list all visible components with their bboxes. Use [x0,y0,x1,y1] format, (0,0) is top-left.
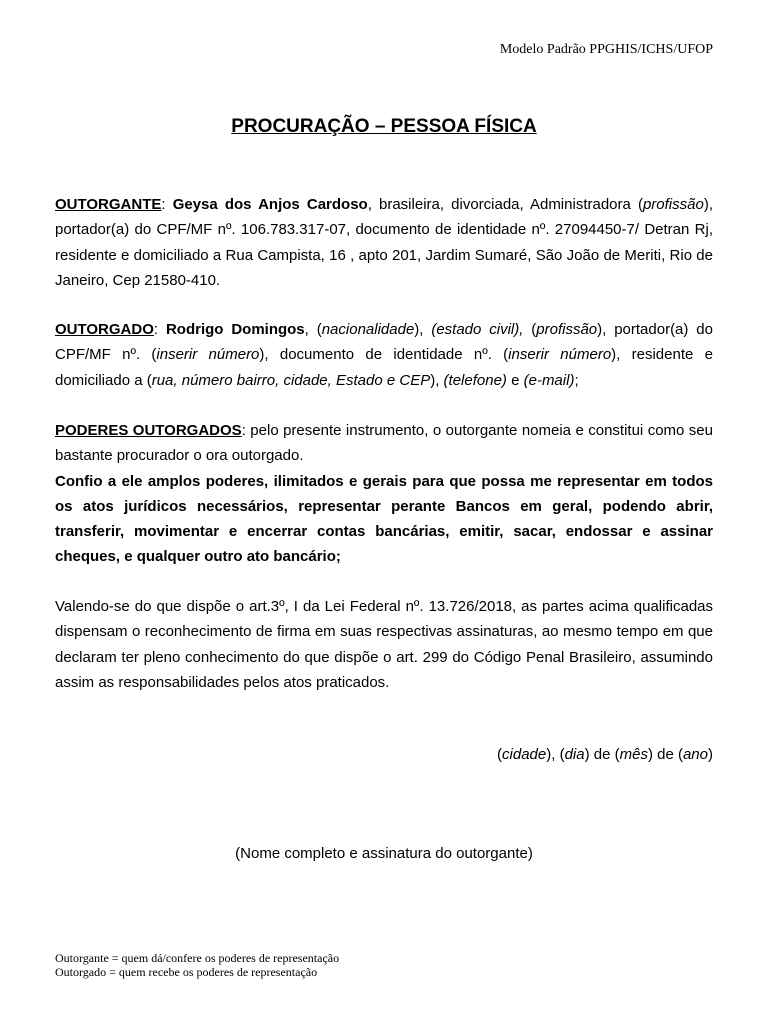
italic-segment: profissão [642,196,704,213]
header-note: Modelo Padrão PPGHIS/ICHS/UFOP [499,42,713,57]
footnotes [55,951,339,979]
outorgante-name: Geysa dos Anjos Cardoso [172,196,368,213]
text-segment: ), ( [546,746,565,763]
italic-segment: profissão [536,321,598,338]
outorgado-label: OUTORGADO [55,321,154,338]
text-segment: , ( [304,321,322,338]
text-segment: ), [414,321,432,338]
outorgado-paragraph [55,317,713,393]
date-line [497,746,713,763]
poderes-text: pelo presente instrumento, o outorgante nomeia e constitui como seu bastante procurador o ora outorgado. [55,422,713,465]
italic-segment: (estado civil), [431,321,524,338]
text-segment: ), portador(a) do CPF/MF nº. 106.783.317-07, documento de identidade nº. 27094450-7/ Detran Rj, residente e domiciliado a Rua Campista, 16 , apto 201, Jardim Sumaré, São João de Meriti, Rio de Janeiro, Cep 21580-410. [55,196,713,289]
text-segment: ( [497,746,503,763]
separator: : [153,321,166,338]
text-segment: , brasileira, divorciada, Administradora ( [367,196,643,213]
separator: : [161,196,173,213]
text-segment: ) [708,746,713,763]
cidade-placeholder: cidade [502,746,547,763]
footnote-outorgado: Outorgado = quem recebe os poderes de representação [55,965,318,979]
footnote-outorgante: Outorgante = quem dá/confere os poderes de representação [55,951,340,965]
text-segment: ) de ( [647,746,683,763]
italic-segment: nacionalidade [321,321,415,338]
outorgante-label: OUTORGANTE [55,196,162,213]
dia-placeholder: dia [564,746,585,763]
poderes-label: PODERES OUTORGADOS [55,422,242,439]
document-title: PROCURAÇÃO – PESSOA FÍSICA [231,116,537,137]
text-segment: ), residente e domiciliado a ( [55,346,713,389]
mes-placeholder: mês [619,746,648,763]
poderes-bold-text: Confio a ele amplos poderes, ilimitados e gerais para que possa me representar em todos os atos jurídicos necessários, representar perante Bancos em geral, podendo abrir, transferir, movimentar e encerrar contas bancárias, emitir, sacar, endossar e assinar cheques, e qualquer outro ato bancário; [55,472,713,566]
italic-segment: (telefone) [443,371,507,389]
italic-segment: inserir número [508,346,612,364]
separator: : [241,422,251,439]
ano-placeholder: ano [682,746,708,763]
text-segment: ( [523,321,537,338]
italic-segment: rua, número bairro, cidade, Estado e CEP [151,371,431,389]
text-segment: ; [574,371,579,389]
valendo-paragraph: Valendo-se do que dispõe o art.3º, I da Lei Federal nº. 13.726/2018, as partes acima qualificadas dispensam o reconhecimento de firma em suas respectivas assinaturas, ao mesmo tempo em que declaram ter pleno conhecimento do que dispõe o art. 299 do Código Penal Brasileiro, assumindo assim as responsabilidades pelos atos praticados. [55,598,713,691]
text-segment: ), documento de identidade nº. ( [259,346,509,364]
outorgado-name: Rodrigo Domingos [165,321,305,338]
poderes-paragraph [55,418,713,570]
signature-line: (Nome completo e assinatura do outorgante) [235,845,533,862]
outorgante-paragraph [55,192,713,293]
italic-segment: (e-mail) [523,371,575,389]
text-segment: ) de ( [584,746,620,763]
text-segment: ), portador(a) do CPF/MF nº. ( [55,321,713,364]
italic-segment: inserir número [156,346,260,364]
text-segment: ), [430,371,444,389]
text-segment: e [506,371,524,389]
